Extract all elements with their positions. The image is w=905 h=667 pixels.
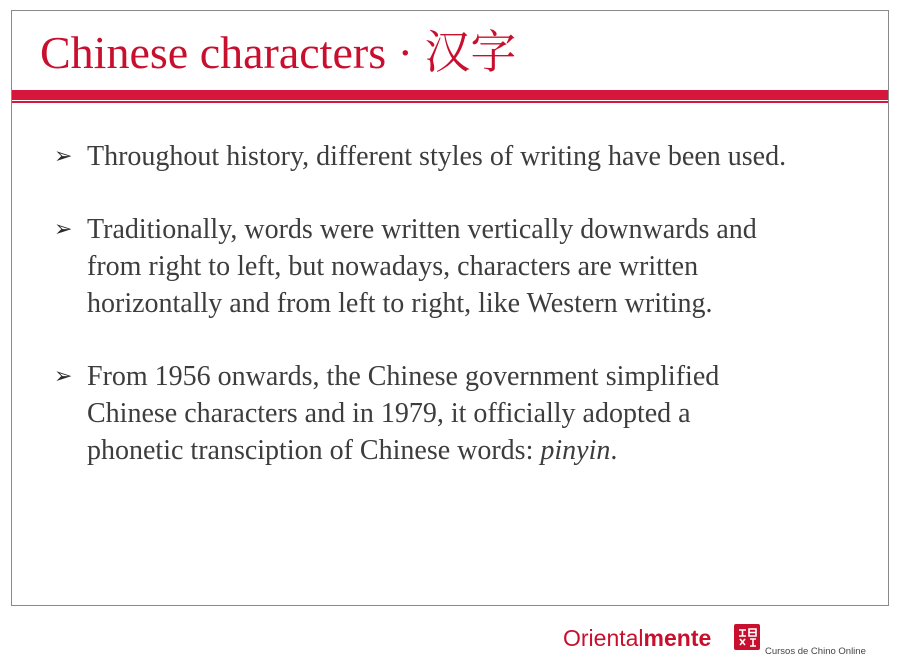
arrow-bullet-icon: ➢ [54, 217, 73, 242]
logo-tagline: Cursos de Chino Online [765, 646, 866, 657]
bullet-text: From 1956 onwards, the Chinese government simplified Chinese characters and in 1979, it officially adopted a phonetic transciption of Chinese words: [87, 361, 720, 466]
bullet-item [54, 138, 794, 175]
chinese-seal-icon [733, 623, 761, 651]
arrow-bullet-icon: ➢ [54, 364, 73, 389]
bullet-text-end: . [610, 435, 618, 466]
pinyin-term: pinyin [540, 435, 611, 466]
logo-word-mente: mente [643, 625, 712, 651]
logo-word-oriental: Oriental [563, 625, 644, 651]
bullet-text: Traditionally, words were written vertically downwards and from right to left, but nowadays, characters are written horizontally and from left to right, like Western writing. [87, 214, 757, 319]
bullet-list [54, 138, 794, 505]
bullet-item [54, 358, 794, 469]
orientalmente-logo[interactable] [563, 620, 883, 660]
title-underline [12, 90, 888, 100]
arrow-bullet-icon: ➢ [54, 144, 73, 169]
logo-wordmark [563, 624, 711, 652]
bullet-text: Throughout history, different styles of writing have been used. [87, 141, 787, 172]
slide-title: Chinese characters · 汉字 [40, 27, 517, 78]
title-underline-thin [12, 101, 888, 103]
bullet-item [54, 211, 794, 322]
